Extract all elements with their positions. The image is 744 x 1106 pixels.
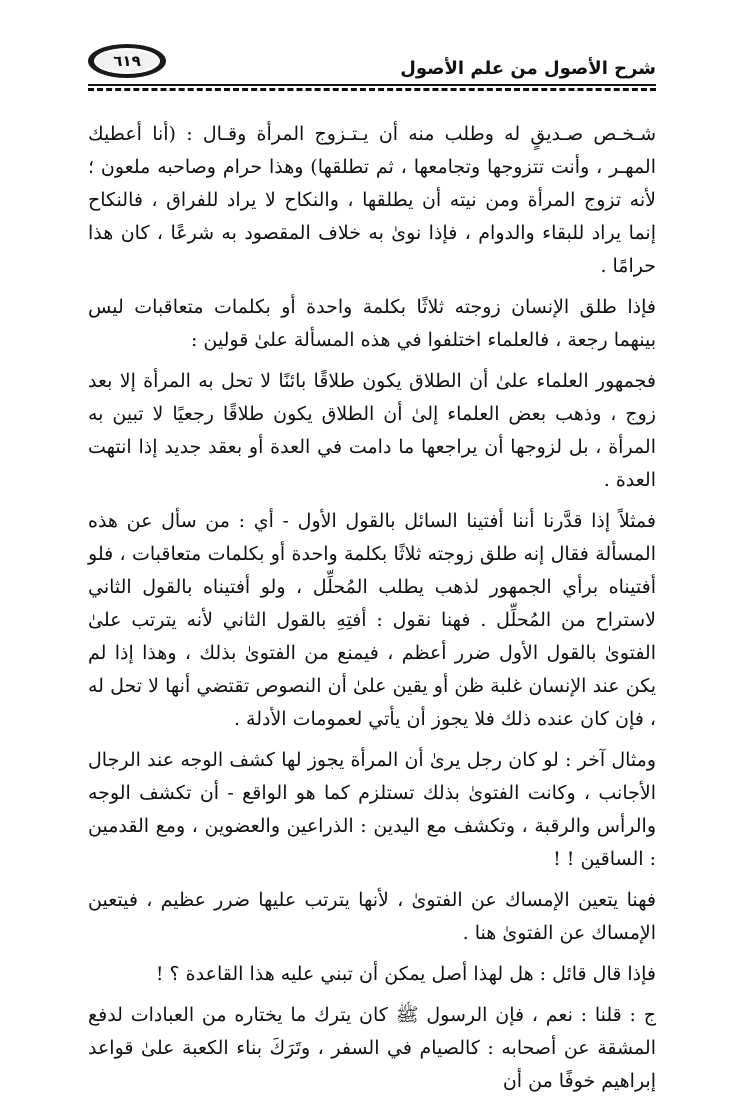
paragraph: فهنا يتعين الإمساك عن الفتوىٰ ، لأنها يترتب عليها ضرر عظيم ، فيتعين الإمساك عن الفتوىٰ هنا . <box>88 889 656 944</box>
paragraph: ج : قلنا : نعم ، فإن الرسول ﷺ كان يترك ما يختاره من العبادات لدفع المشقة عن أصحابه : كالصيام في السفر ، وتَرَكَ بناء الكعبة علىٰ قواعد إبراهيم خوفًا من أن <box>88 1004 656 1092</box>
page-body <box>88 118 656 1106</box>
page-header <box>88 44 656 90</box>
paragraph: فإذا طلق الإنسان زوجته ثلاثًا بكلمة واحدة أو بكلمات متعاقبات ليس بينهما رجعة ، فالعلماء اختلفوا في هذه المسألة علىٰ قولين : <box>88 296 656 351</box>
page-number: ٦١٩ <box>94 48 160 74</box>
header-dashed-rule <box>88 88 656 91</box>
paragraph: فجمهور العلماء علىٰ أن الطلاق يكون طلاقًا بائنًا لا تحل به المرأة إلا بعد زوج ، وذهب بعض العلماء إلىٰ أن الطلاق يكون طلاقًا رجعيًا لا تبين به المرأة ، بل لزوجها أن يراجعها ما دامت في العدة أو بعقد جديد إذا انتهت العدة . <box>88 370 656 491</box>
paragraph: فإذا قال قائل : هل لهذا أصل يمكن أن تبني عليه هذا القاعدة ؟ ! <box>155 963 656 985</box>
paragraph: ومثال آخر : لو كان رجل يرىٰ أن المرأة يجوز لها كشف الوجه عند الرجال الأجانب ، وكانت الفتوىٰ بذلك تستلزم كما هو الواقع - أن تكشف الوجه والرأس والرقبة ، وتكشف مع اليدين : الذراعين والعضوين ، ومع القدمين : الساقين ! ! <box>88 749 656 870</box>
book-title: شرح الأصول من علم الأصول <box>400 58 656 79</box>
paragraph: شـخـص صـديقٍ له وطلب منه أن يـتـزوج المرأة وقـال : (أنا أعطيك المهـر ، وأنت تتزوجها وتجامعها ، ثم تطلقها) وهذا حرام وصاحبه ملعون ؛ لأنه تزوج المرأة ومن نيته أن يطلقها ، والنكاح لا يراد للفراق ، فالنكاح إنما يراد للبقاء والدوام ، فإذا نوىٰ به خلاف المقصود به شرعًا ، كان هذا حرامًا . <box>88 123 656 277</box>
header-rule <box>88 84 656 86</box>
page-number-badge <box>88 44 166 78</box>
paragraph: فمثلاً إذا قدَّرنا أننا أفتينا السائل بالقول الأول - أي : من سأل عن هذه المسألة فقال إنه طلق زوجته ثلاثًا بكلمة واحدة أو بكلمات متعاقبات ، فلو أفتيناه برأي الجمهور لذهب يطلب المُحلِّل ، ولو أفتيناه بالقول الثاني لاستراح من المُحلِّل . فهنا نقول : أفتِهِ بالقول الثاني لأنه يترتب علىٰ الفتوىٰ بالقول الأول ضرر أعظم ، فيمنع من الفتوىٰ بذلك ، وهذا إذا لم يكن عند الإنسان غلبة ظن أو يقين علىٰ أن النصوص تقتضي أنها لا تحل له ، فإن كان عنده ذلك فلا يجوز أن يأتي لعمومات الأدلة . <box>88 510 656 730</box>
